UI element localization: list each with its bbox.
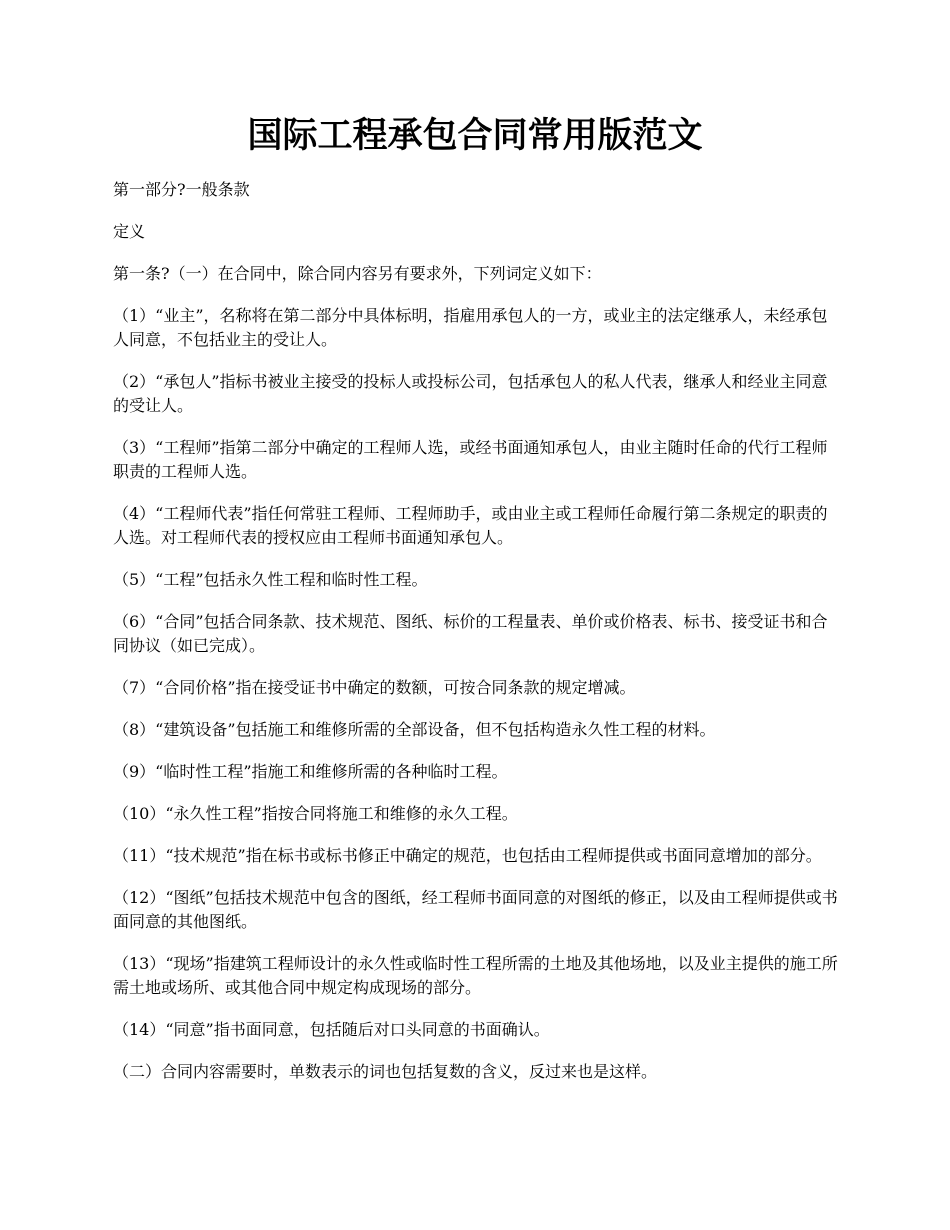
article-intro: 第一条?（一）在合同中，除合同内容另有要求外，下列词定义如下： [113,264,602,283]
definition-paragraph: （3）“工程师”指第二部分中确定的工程师人选，或经书面通知承包人，由业主随时任命的代行工程师职责的工程师人选。 [113,438,828,481]
section-heading: 定义 [113,222,146,241]
article-paragraph: （二）合同内容需要时，单数表示的词也包括复数的含义，反过来也是这样。 [113,1062,658,1081]
definition-paragraph: （7）“合同价格”指在接受证书中确定的数额，可按合同条款的规定增减。 [113,678,636,697]
definition-paragraph: （10）“永久性工程”指按合同将施工和维修的永久工程。 [113,804,518,823]
definition-paragraph: （2）“承包人”指标书被业主接受的投标人或投标公司，包括承包人的私人代表，继承人和经业主同意的受让人。 [113,372,828,415]
definition-paragraph: （1）“业主”，名称将在第二部分中具体标明，指雇用承包人的一方，或业主的法定继承人，未经承包人同意，不包括业主的受让人。 [113,306,828,349]
definition-paragraph: （5）“工程”包括永久性工程和临时性工程。 [113,570,428,589]
definition-paragraph: （13）“现场”指建筑工程师设计的永久性或临时性工程所需的土地及其他场地，以及业主提供的施工所需土地或场所、或其他合同中规定构成现场的部分。 [113,954,838,997]
definition-paragraph: （8）“建筑设备”包括施工和维修所需的全部设备，但不包括构造永久性工程的材料。 [113,720,716,739]
part-heading: 第一部分?一般条款 [113,180,250,199]
definition-paragraph: （4）“工程师代表”指任何常驻工程师、工程师助手，或由业主或工程师任命履行第二条规定的职责的人选。对工程师代表的授权应由工程师书面通知承包人。 [113,504,828,547]
definition-paragraph: （9）“临时性工程”指施工和维修所需的各种临时工程。 [113,762,508,781]
definition-paragraph: （11）“技术规范”指在标书或标书修正中确定的规范，也包括由工程师提供或书面同意增加的部分。 [113,846,822,865]
document-title: 国际工程承包合同常用版范文 [247,115,703,156]
definition-paragraph: （6）“合同”包括合同条款、技术规范、图纸、标价的工程量表、单价或价格表、标书、接受证书和合同协议（如已完成）。 [113,612,828,655]
definition-paragraph: （14）“同意”指书面同意，包括随后对口头同意的书面确认。 [113,1020,550,1039]
definition-paragraph: （12）“图纸”包括技术规范中包含的图纸，经工程师书面同意的对图纸的修正，以及由工程师提供或书面同意的其他图纸。 [113,888,838,931]
document-body [113,178,843,1102]
